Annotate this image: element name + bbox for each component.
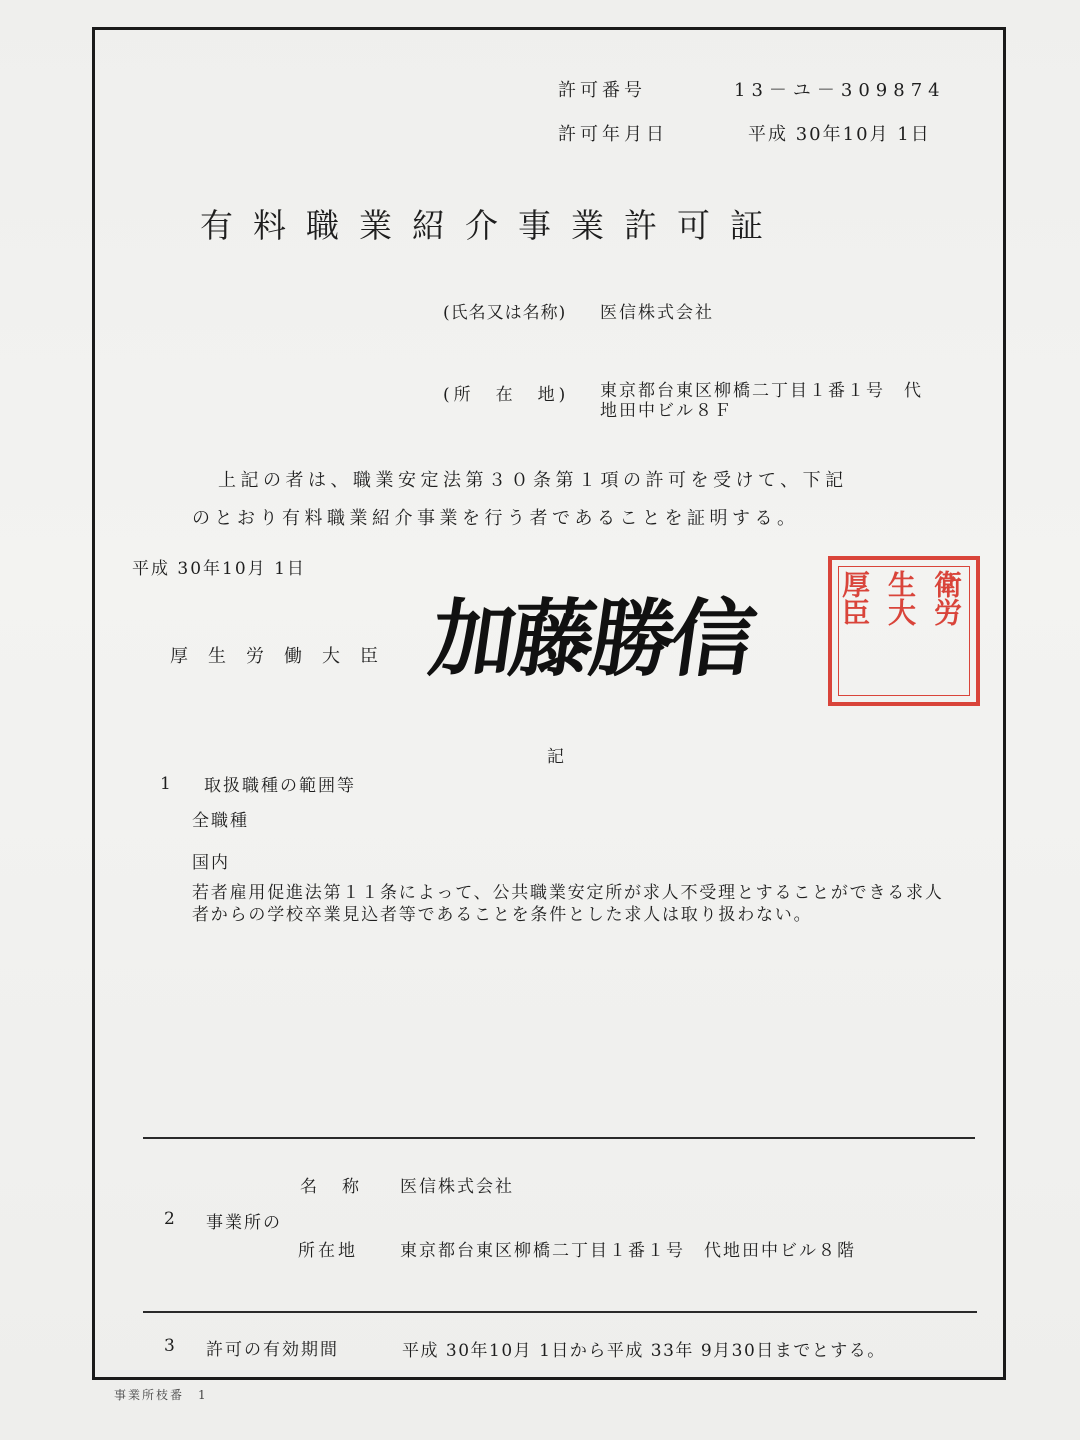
permit-number-value: 13－ユ－309874 <box>734 80 946 101</box>
section3-value: 平成 30年10月 1日から平成 33年 9月30日までとする。 <box>402 1341 886 1361</box>
divider-bottom <box>143 1311 977 1313</box>
section3-number: 3 <box>164 1336 178 1356</box>
section1-heading: 取扱職種の範囲等 <box>204 776 356 796</box>
section2-name-label: 名 称 <box>300 1177 363 1197</box>
section2-name-value: 医信株式会社 <box>400 1177 514 1197</box>
section2-number: 2 <box>164 1209 178 1229</box>
minister-signature: 加藤勝信 <box>424 590 758 688</box>
holder-address-line1: 東京都台東区柳橋二丁目１番１号 代 <box>600 381 923 401</box>
permit-date-label: 許可年月日 <box>558 124 668 145</box>
permit-date-value: 平成 30年10月 1日 <box>748 124 931 145</box>
seal-column-1: 衛労 <box>930 570 963 626</box>
section1-item-all-occupations: 全職種 <box>192 811 249 831</box>
holder-name-label: (氏名又は名称) <box>443 303 567 323</box>
divider-top <box>143 1137 975 1139</box>
seal-column-2: 生大 <box>884 570 917 626</box>
permit-number-label: 許可番号 <box>558 80 646 101</box>
holder-name-value: 医信株式会社 <box>600 303 714 323</box>
section2-address-label: 所在地 <box>298 1241 358 1261</box>
minister-title: 厚生労働大臣 <box>170 646 398 667</box>
notes-heading: 記 <box>547 747 567 767</box>
statement-line1: 上記の者は、職業安定法第３０条第１項の許可を受けて、下記 <box>218 470 848 491</box>
section1-condition: 若者雇用促進法第１１条によって、公共職業安定所が求人不受理とすることができる求人者からの学校卒業見込者等であることを条件とした求人は取り扱わない。 <box>192 883 944 925</box>
holder-address-label: (所 在 地) <box>443 385 570 405</box>
section2-address-value: 東京都台東区柳橋二丁目１番１号 代地田中ビル８階 <box>400 1241 856 1261</box>
document-title: 有料職業紹介事業許可証 <box>200 206 783 245</box>
official-seal <box>828 556 980 706</box>
holder-address-line2: 地田中ビル８Ｆ <box>600 401 733 421</box>
statement-line2: のとおり有料職業紹介事業を行う者であることを証明する。 <box>192 508 800 529</box>
section3-label: 許可の有効期間 <box>206 1340 339 1360</box>
office-branch-number: 事業所枝番 1 <box>114 1388 208 1402</box>
section2-heading: 事業所の <box>206 1213 282 1233</box>
section1-number: 1 <box>160 774 174 794</box>
section1-item-domestic: 国内 <box>192 853 230 873</box>
issue-date: 平成 30年10月 1日 <box>132 559 306 579</box>
seal-column-3: 厚臣 <box>838 570 871 626</box>
